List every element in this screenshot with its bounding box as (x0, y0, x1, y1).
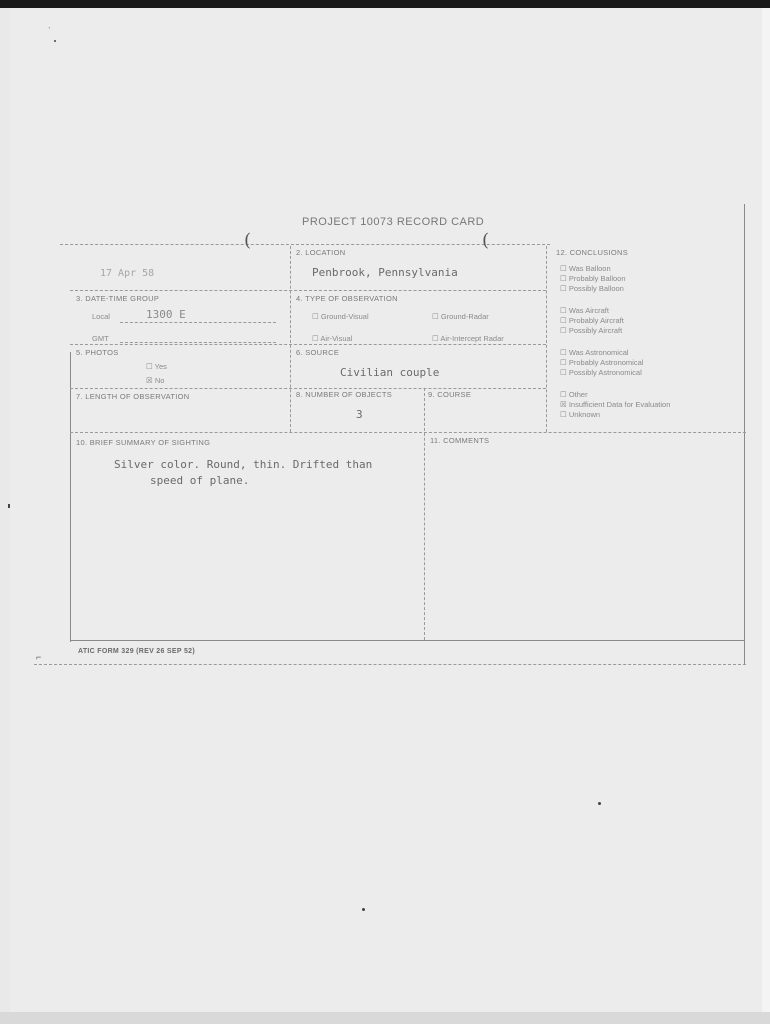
conclusion-other[interactable]: ☐ Other (560, 390, 588, 399)
type-option-ground-radar[interactable]: ☐ Ground-Radar (432, 312, 489, 321)
gmt-label: GMT (92, 334, 109, 343)
time-underline (120, 322, 276, 323)
scan-speck (54, 40, 56, 42)
location-value: Penbrook, Pennsylvania (312, 266, 458, 279)
scanned-sheet (10, 8, 762, 1012)
row-rule-3 (70, 388, 546, 389)
bracket-mark: ( (482, 230, 490, 251)
row-rule-1 (70, 290, 546, 291)
type-option-air-visual[interactable]: ☐ Air-Visual (312, 334, 353, 343)
conclusion-insufficient-data[interactable]: ☒ Insufficient Data for Evaluation (560, 400, 671, 409)
conclusion-unknown[interactable]: ☐ Unknown (560, 410, 601, 419)
card-title: PROJECT 10073 RECORD CARD (302, 216, 485, 228)
gmt-underline (120, 342, 276, 343)
card-footer-rule (34, 664, 746, 665)
photos-label: 5. PHOTOS (76, 348, 119, 357)
card-bottom-border (70, 640, 745, 641)
scan-right-edge (762, 8, 770, 1024)
source-label: 6. SOURCE (296, 348, 340, 357)
column-rule-c (424, 388, 425, 640)
source-value: Civilian couple (340, 366, 440, 379)
summary-line-2: speed of plane. (150, 474, 250, 487)
conclusion-was-balloon[interactable]: ☐ Was Balloon (560, 264, 611, 273)
photos-option-yes[interactable]: ☐ Yes (146, 362, 167, 371)
type-label: 4. TYPE OF OBSERVATION (296, 294, 398, 303)
scan-speck (598, 802, 601, 805)
row-rule-2 (70, 344, 546, 345)
photos-option-no[interactable]: ☒ No (146, 376, 165, 385)
form-number: ATIC FORM 329 (REV 26 SEP 52) (78, 648, 195, 655)
conclusion-was-astronomical[interactable]: ☐ Was Astronomical (560, 348, 629, 357)
card-left-border (70, 352, 71, 642)
conclusion-possibly-astronomical[interactable]: ☐ Possibly Astronomical (560, 368, 642, 377)
length-label: 7. LENGTH OF OBSERVATION (76, 392, 190, 401)
objects-label: 8. NUMBER OF OBJECTS (296, 390, 393, 399)
card-right-border (744, 204, 745, 664)
conclusion-possibly-aircraft[interactable]: ☐ Possibly Aircraft (560, 326, 623, 335)
type-option-air-intercept-radar[interactable]: ☐ Air-Intercept Radar (432, 334, 504, 343)
conclusion-probably-balloon[interactable]: ☐ Probably Balloon (560, 274, 626, 283)
conclusion-possibly-balloon[interactable]: ☐ Possibly Balloon (560, 284, 624, 293)
objects-value: 3 (356, 408, 363, 421)
location-label: 2. LOCATION (296, 248, 346, 257)
summary-label: 10. BRIEF SUMMARY OF SIGHTING (76, 438, 211, 447)
scan-bottom-edge (0, 1012, 770, 1024)
date-value: 17 Apr 58 (100, 268, 155, 279)
time-value: 1300 E (146, 308, 186, 321)
conclusion-probably-aircraft[interactable]: ☐ Probably Aircraft (560, 316, 624, 325)
summary-line-1: Silver color. Round, thin. Drifted than (114, 458, 373, 471)
scan-mark: ⌐ (36, 652, 42, 662)
row-rule-4 (70, 432, 746, 433)
scan-top-edge (0, 0, 770, 8)
datetime-label: 3. DATE-TIME GROUP (76, 294, 160, 303)
card-top-rule (60, 244, 550, 245)
conclusion-was-aircraft[interactable]: ☐ Was Aircraft (560, 306, 609, 315)
column-rule-a (290, 246, 291, 432)
scan-speck (362, 908, 365, 911)
column-rule-b (546, 246, 547, 432)
comments-label: 11. COMMENTS (430, 436, 490, 445)
course-label: 9. COURSE (428, 390, 472, 399)
scan-speck (8, 504, 10, 508)
type-option-ground-visual[interactable]: ☐ Ground-Visual (312, 312, 369, 321)
local-label: Local (92, 312, 110, 321)
conclusions-label: 12. CONCLUSIONS (556, 248, 629, 257)
bracket-mark: ( (244, 230, 252, 251)
conclusion-probably-astronomical[interactable]: ☐ Probably Astronomical (560, 358, 644, 367)
scan-speck: ˋ (48, 26, 51, 36)
